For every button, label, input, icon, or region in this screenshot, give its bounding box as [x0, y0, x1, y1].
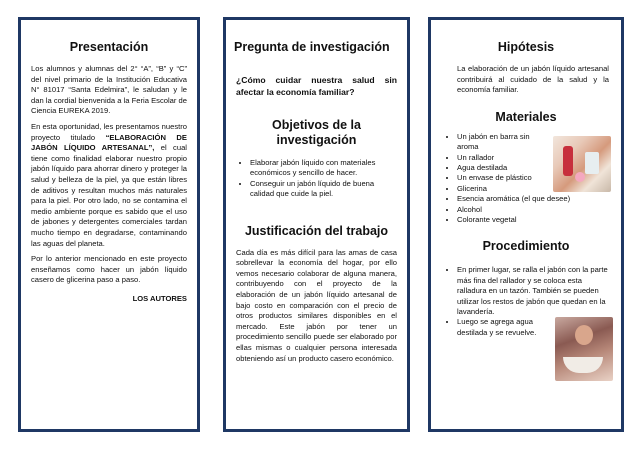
presentation-title: Presentación: [69, 40, 149, 54]
objective-item: • Conseguir un jabón líquido de buena calidad que cuide la piel.: [250, 179, 397, 200]
cup-shape: [585, 152, 599, 174]
bottle-shape: [563, 146, 573, 176]
presentation-paragraph-2-rest: el cual tiene como finalidad elaborar nuestro propio jabón líquido para ahorrar dinero y proteger la salud y belleza de la piel, ya que están libres de aditivos y resultan muchos más naturales para la piel. Por otro lado, no se contamina el medio ambiente porque es sabido que el uso de jabones y detergentes comerciales tardan mucho tiempo en degradarse, contaminando las aguas del planeta.: [31, 143, 187, 248]
material-item: • Un envase de plástico: [457, 173, 613, 183]
research-question-title: Pregunta de investigación: [234, 40, 390, 54]
soap-shape: [575, 172, 585, 182]
justification-text: Cada día es más difícil para las amas de casa sobrellevar la economía del hogar, por ello vemos necesario colaborar de alguna manera, contribuyendo con el proyecto de la elaboración de un jabón líquido artesanal de bajo costo en comparación con el precio de otros productos similares disponibles en el mercado. Este jabón por tener un procedimiento sencillo puede ser elaborado por ellas mismas o cualquier persona interesada obteniendo así un producto casero económico.: [236, 247, 397, 363]
research-question: ¿Cómo cuidar nuestra salud sin afectar la economía familiar?: [236, 75, 397, 97]
procedure-photo: [555, 317, 613, 381]
material-item: • Colorante vegetal: [457, 215, 613, 225]
hypothesis-title: Hipótesis: [497, 40, 555, 54]
objective-item: • Elaborar jabón líquido con materiales económicos y sencillo de hacer.: [250, 158, 397, 179]
presentation-paragraph-2-intro: En esta oportunidad, les presentamos nuestro proyecto titulado: [31, 121, 187, 142]
material-item: • Alcohol: [457, 205, 613, 215]
child-face-shape: [575, 325, 593, 345]
objectives-title: Objetivos de la investigación: [272, 118, 361, 147]
panel-method: [428, 17, 624, 432]
hypothesis-text: La elaboración de un jabón líquido artesanal contribuirá al cuidado de la salud y la economía familiar.: [457, 64, 609, 95]
project-title: “ELABORACIÓN DE JABÓN LÍQUIDO ARTESANAL”,: [31, 132, 187, 153]
authors-signature: LOS AUTORES: [132, 293, 187, 303]
materials-photo: [553, 136, 611, 192]
justification-title: Justificación del trabajo: [244, 223, 389, 238]
procedure-step: • En primer lugar, se ralla el jabón con la parte más fina del rallador y se coloca esta ralladura en un tazón. También se pueden utilizar los restos de jabón que quedan en la lavandería.: [457, 265, 613, 317]
procedure-title: Procedimiento: [482, 239, 570, 254]
panel-presentation: [18, 17, 200, 432]
panel-research: [223, 17, 410, 432]
bowl-shape: [563, 357, 603, 373]
material-item: • Esencia aromática (el que desee): [457, 194, 613, 204]
presentation-paragraph-1: Los alumnos y alumnas del 2° “A”, “B” y “C” del nivel primario de la Institución Educativa N° 81017 “Santa Edelmira”, le saludan y le dan la cordial bienvenida a la Feria Escolar de Ciencia EUREKA 2019.: [31, 64, 187, 116]
material-item: • Un rallador: [457, 153, 613, 163]
material-item: • Un jabón en barra sin aroma: [457, 132, 613, 153]
objectives-list: [236, 158, 397, 200]
procedure-step: • Luego se agrega agua destilada y se revuelve.: [457, 317, 613, 338]
presentation-paragraph-3: Por lo anterior mencionado en este proyecto enseñamos como hacer un jabón líquido casero de glicerina paso a paso.: [31, 254, 187, 285]
material-item: • Glicerina: [457, 184, 613, 194]
materials-title: Materiales: [495, 109, 557, 124]
presentation-paragraph-2: [31, 122, 187, 249]
material-item: • Agua destilada: [457, 163, 613, 173]
